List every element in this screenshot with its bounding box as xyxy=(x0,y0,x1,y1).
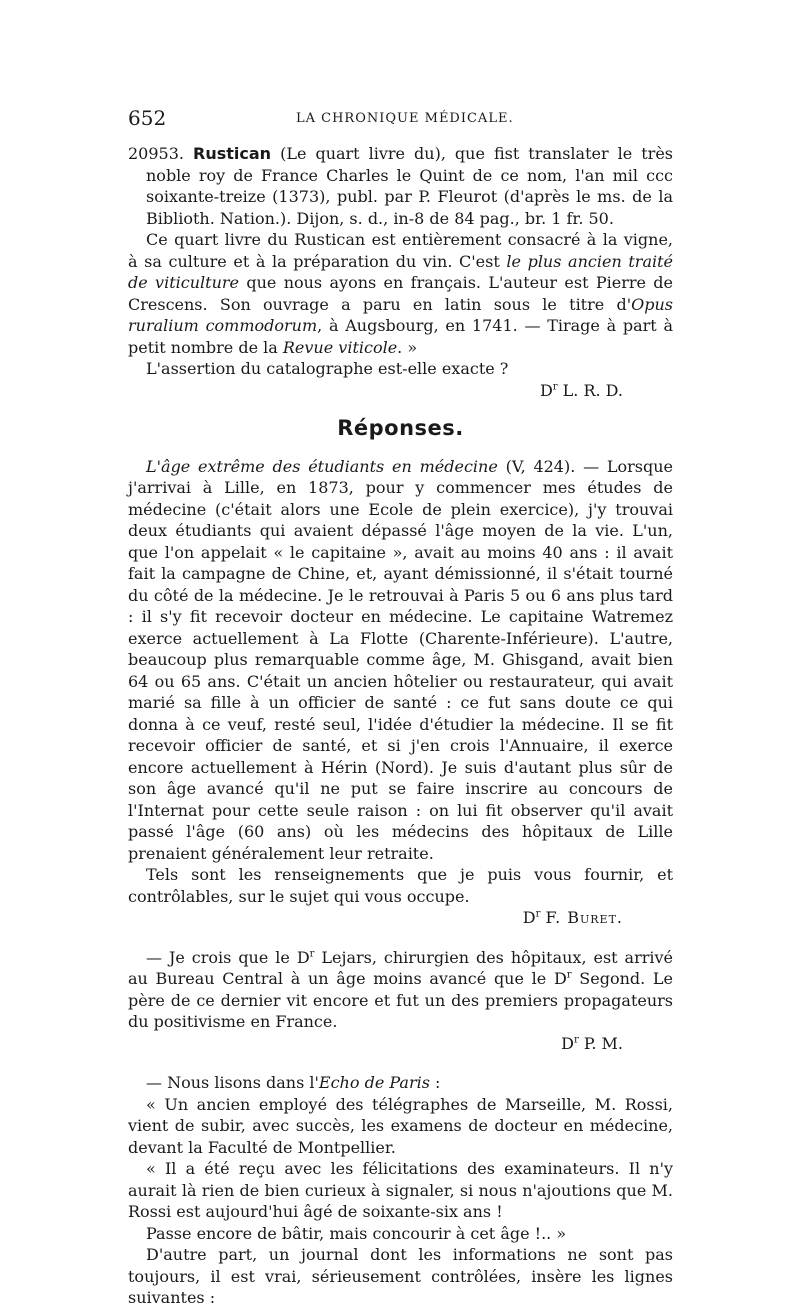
signature-lrd: $D^r$ L. R. D. xyxy=(539,380,623,400)
signature-pm: $D^r$ P. M. xyxy=(561,1033,623,1053)
quote-rossi-1: « Un ancien employé des télégraphes de Marseille, M. Rossi, vient de subir, avec succès, les examens de docteur en médecine, devant la Faculté de Montpellier. xyxy=(128,1094,673,1157)
body-text xyxy=(128,143,673,1309)
running-title: LA CHRONIQUE MÉDICALE. xyxy=(296,111,514,126)
entry-description: Ce quart livre du Rustican est entièrement consacré à la vigne, à sa culture et à la préparation du vin. C'est le plus ancien traité de viticulture que nous ayons en français. L'auteur est Pierre de Crescens. Son ouvrage a paru en latin sous le titre d'Opus ruralium commodorum, à Augsbourg, en 1741. — Tirage à part à petit nombre de la Revue viticole. » xyxy=(128,230,674,357)
entry-title: Rustican xyxy=(193,144,272,163)
reply-age-students: L'âge extrême des étudiants en médecine (V, 424). — Lorsque j'arrivai à Lille, en 1873, pour y commencer mes études de médecine (c'était alors une Ecole de plein exercice), j'y trouvai deux étudiants qui avaient dépassé l'âge moyen de la vie. L'un, que l'on appelait « le capitaine », avait au moins 40 ans : il avait fait la campagne de Chine, et, ayant démissionné, il s'était tourné du côté de la médecine. Je le retrouvai à Paris 5 ou 6 ans plus tard : il s'y fit recevoir docteur en médecine. Le capitaine Watremez exerce actuellement à La Flotte (Charente-Inférieure). L'autre, beaucoup plus remarquable comme âge, M. Ghisgand, avait bien 64 ou 65 ans. C'était un ancien hôtelier ou restaurateur, qui avait marié sa fille à un officier de santé : ce fut sans doute ce qui donna à ce veuf, resté seul, l'idée d'étudier la médecine. Il se fit recevoir officier de santé, et si j'en crois l'Annuaire, il exerce encore actuellement à Hérin (Nord). Je suis d'autant plus sûr de son âge avancé qu'il ne put se faire inscrire au concours de l'Internat pour cette seule raison : on lui fit observer qu'il avait passé l'âge (60 ans) où les médecins des hôpitaux de Lille prenaient généralement leur retraite. xyxy=(128,456,674,863)
page-header xyxy=(128,106,673,130)
reply-topic-title: L'âge extrême des étudiants en médecine xyxy=(146,456,498,476)
entry-question: L'assertion du catalographe est-elle exacte ? xyxy=(146,359,509,378)
reply-lejars: — Je crois que le $D^r$ Lejars, chirurgien des hôpitaux, est arrivé au Bureau Central à un âge moins avancé que le $D^r$ Segond. Le père de ce dernier vit encore et fut un des premiers propagateurs du positivisme en France. xyxy=(128,947,674,1031)
quote-rossi-3: Passe encore de bâtir, mais concourir à cet âge !.. » xyxy=(146,1223,567,1243)
reply-closing: Tels sont les renseignements que je puis vous fournir, et contrôlables, sur le sujet qui vous occupe. xyxy=(128,865,673,906)
entry-citation: (Le quart livre du), que fist translater le très noble roy de France Charles le Quint de ce nom, l'an mil ccc soixante-treize (1373), publ. par P. Fleurot (d'après le ms. de la Biblioth. Nation.). Dijon, s. d., in-8 de 84 pag., br. 1 fr. 50. xyxy=(146,144,674,228)
entry-number: 20953. xyxy=(128,144,184,163)
reply-echo-intro: — Nous lisons dans l'Echo de Paris : xyxy=(146,1073,441,1092)
page-number: 652 xyxy=(128,106,167,130)
catalog-entry xyxy=(128,143,673,229)
section-title: Réponses. xyxy=(337,416,464,440)
quote-rossi-2: « Il a été reçu avec les félicitations des examinateurs. Il n'y aurait là rien de bien curieux à signaler, si nous n'ajoutions que M. Rossi est aujourd'hui âgé de soixante-six ans ! xyxy=(128,1159,673,1221)
signature-buret: $D^r$ F. Buret. xyxy=(522,908,623,927)
closing-paragraph: D'autre part, un journal dont les informations ne sont pas toujours, il est vrai, sérieusement contrôlées, insère les lignes suivantes : xyxy=(128,1245,673,1307)
